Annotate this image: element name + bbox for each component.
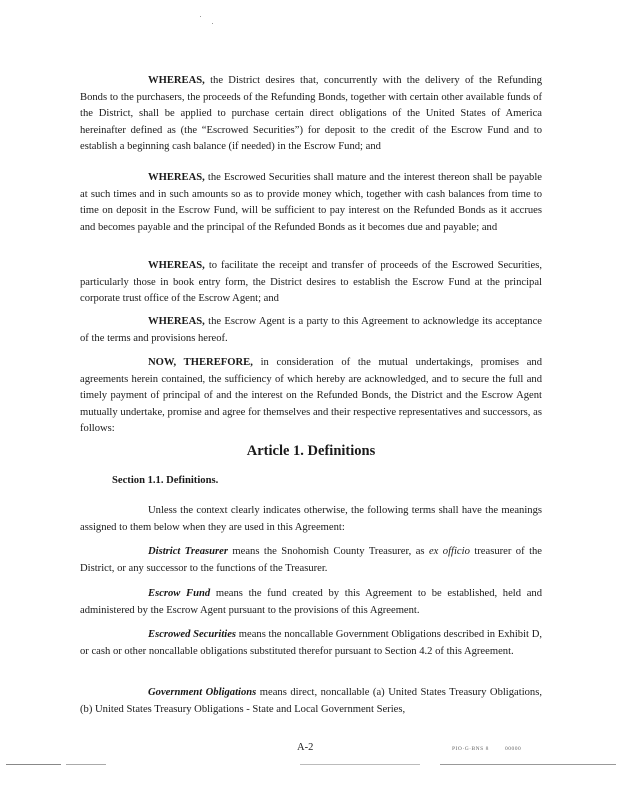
latin-phrase: ex officio	[428, 546, 470, 557]
definition-text: treasurer of the District, or any successor to the functions of the Treasurer.	[80, 546, 543, 574]
whereas-paragraph-2	[80, 170, 542, 236]
definitions-intro: Unless the context clearly indicates otherwise, the following terms shall have the meanings assigned to them below when they are used in this Agreement:	[80, 505, 542, 533]
page-number: A-2	[297, 742, 314, 753]
whereas-lead: WHEREAS,	[148, 316, 205, 327]
scan-speck	[212, 23, 213, 24]
section-title: Section 1.1. Definitions.	[112, 475, 219, 486]
article-heading: Article 1. Definitions	[246, 443, 376, 459]
definition-text: means the Snohomish County Treasurer, as	[227, 546, 429, 557]
document-code-suffix: 00000	[505, 746, 522, 752]
paragraph-text: the Escrow Agent is a party to this Agreement to acknowledge its acceptance of the terms and provisions hereof.	[80, 316, 542, 344]
scan-artifact-line	[440, 764, 616, 765]
document-code: PIO·G·BNS 8	[452, 746, 489, 752]
defined-term: District Treasurer	[148, 546, 228, 557]
definition-escrowed-securities	[80, 627, 542, 660]
definition-text: means the fund created by this Agreement to be established, held and administered by the Escrow Agent pursuant to the provisions of this Agreement.	[80, 588, 542, 616]
scan-artifact-line	[300, 764, 420, 765]
paragraph-text: to facilitate the receipt and transfer of proceeds of the Escrowed Securities, particularly those in book entry form, the District desires to establish the Escrow Fund at the principal corporate trust office of the Escrow Agent; and	[80, 260, 542, 304]
definition-government-obligations	[80, 685, 542, 718]
whereas-lead: WHEREAS,	[148, 260, 205, 271]
whereas-paragraph-3	[80, 258, 542, 308]
now-therefore-lead: NOW, THEREFORE,	[148, 357, 253, 368]
definition-text: means the noncallable Government Obligations described in Exhibit D, or cash or other noncallable obligations substituted therefor pursuant to Section 4.2 of this Agreement.	[80, 629, 542, 657]
whereas-lead: WHEREAS,	[148, 172, 205, 183]
whereas-lead: WHEREAS,	[148, 75, 205, 86]
defined-term: Government Obligations	[148, 687, 257, 698]
scan-artifact-line	[66, 764, 106, 765]
definition-text: means direct, noncallable (a) United States Treasury Obligations, (b) United States Treasury Obligations - State and Local Government Series,	[80, 687, 543, 715]
scan-speck	[200, 16, 201, 17]
whereas-paragraph-1	[80, 73, 542, 156]
paragraph-text: the District desires that, concurrently with the delivery of the Refunding Bonds to the purchasers, the proceeds of the Refunding Bonds, together with certain other available funds of the District, shall be applied to purchase certain direct obligations of the United States of America hereinafter defined as (the “Escrowed Securities”) for deposit to the credit of the Escrow Fund and to establish a beginning cash balance (if needed) in the Escrow Fund; and	[80, 75, 542, 152]
defined-term: Escrow Fund	[148, 588, 211, 599]
paragraph-text: in consideration of the mutual undertakings, promises and agreements herein contained, the sufficiency of which hereby are acknowledged, and to secure the full and timely payment of principal of and the interest on the Refunded Bonds, the District and the Escrow Agent mutually undertake, promise and agree for themselves and their respective representatives and successors, as follows:	[80, 357, 542, 434]
definition-district-treasurer	[80, 544, 542, 577]
definition-escrow-fund	[80, 586, 542, 619]
paragraph-text: the Escrowed Securities shall mature and the interest thereon shall be payable at such times and in such amounts so as to provide money which, together with cash balances from time to time on deposit in the Escrow Fund, will be sufficient to pay interest on the Refunded Bonds as it accrues and becomes payable and the principal of the Refunded Bonds as it becomes due and payable; and	[80, 172, 542, 233]
whereas-paragraph-4	[80, 314, 542, 347]
scan-artifact-line	[6, 764, 61, 765]
now-therefore-paragraph	[80, 355, 542, 438]
defined-term: Escrowed Securities	[148, 629, 237, 640]
